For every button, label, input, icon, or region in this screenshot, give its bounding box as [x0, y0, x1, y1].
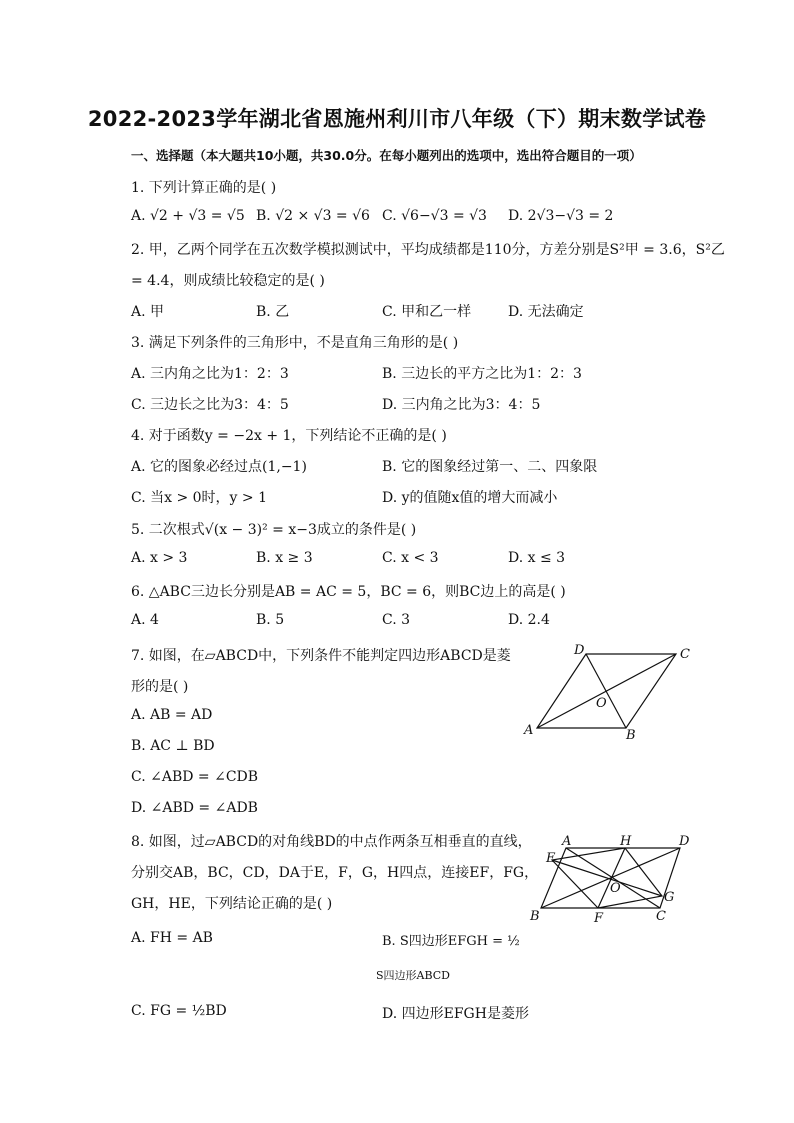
- question-4-option-c: C. 当x > 0时，y > 1: [131, 490, 267, 506]
- fig8-label-o: O: [610, 881, 621, 896]
- page-title: 2022-2023学年湖北省恩施州利川市八年级（下）期末数学试卷: [87, 107, 707, 131]
- question-6-stem: 6. △ABC三边长分别是AB = AC = 5，BC = 6，则BC边上的高是( ): [131, 584, 566, 600]
- question-1-stem: 1. 下列计算正确的是( ): [131, 180, 277, 196]
- fig8-label-e: E: [546, 851, 556, 866]
- question-3-option-b: B. 三边长的平方之比为1：2：3: [382, 366, 582, 382]
- section-header: 一、选择题（本大题共10小题，共30.0分。在每小题列出的选项中，选出符合题目的一项）: [131, 148, 642, 163]
- question-5-option-a: A. x > 3: [131, 550, 188, 566]
- fig8-label-f: F: [594, 911, 604, 926]
- question-8-stem: 8. 如图，过▱ABCD的对角线BD的中点作两条互相垂直的直线，: [131, 834, 532, 850]
- question-6-option-d: D. 2.4: [508, 612, 550, 628]
- question-8-option-c: C. FG = ½BD: [131, 1003, 227, 1019]
- fig8-label-d: D: [679, 834, 690, 849]
- question-7-option-c: C. ∠ABD = ∠CDB: [131, 769, 259, 785]
- fig8-label-a: A: [562, 834, 572, 849]
- question-2-stem-cont: = 4.4，则成绩比较稳定的是( ): [131, 273, 325, 289]
- question-8-stem-cont-2: GH，HE，下列结论正确的是( ): [131, 896, 333, 912]
- question-4-option-d: D. y的值随x值的增大而减小: [382, 490, 558, 506]
- fig8-label-h: H: [620, 834, 632, 849]
- question-3-option-d: D. 三内角之比为3：4：5: [382, 397, 541, 413]
- fig7-label-c: C: [680, 647, 690, 662]
- question-7-stem-cont: 形的是( ): [131, 679, 189, 695]
- question-4-option-a: A. 它的图象必经过点(1,−1): [131, 459, 307, 475]
- question-1-option-b: B. √2 × √3 = √6: [256, 208, 370, 224]
- fig7-label-d: D: [574, 643, 585, 658]
- fig8-label-c: C: [656, 909, 666, 924]
- question-4-option-b: B. 它的图象经过第一、二、四象限: [382, 459, 598, 475]
- question-7-option-a: A. AB = AD: [131, 707, 213, 723]
- question-4-stem: 4. 对于函数y = −2x + 1，下列结论不正确的是( ): [131, 428, 447, 444]
- question-2-stem: 2. 甲，乙两个同学在五次数学模拟测试中，平均成绩都是110分，方差分别是S²甲 = 3.6，S²乙: [131, 242, 725, 258]
- question-1-option-c: C. √6−√3 = √3: [382, 208, 487, 224]
- question-1-option-d: D. 2√3−√3 = 2: [508, 208, 614, 224]
- question-8-option-b-cont: S四边形ABCD: [376, 969, 451, 982]
- question-7-option-b: B. AC ⊥ BD: [131, 738, 215, 754]
- question-5-option-c: C. x < 3: [382, 550, 439, 566]
- fig7-label-o: O: [596, 696, 607, 711]
- question-8-option-a: A. FH = AB: [131, 930, 213, 946]
- fig7-label-b: B: [626, 728, 636, 742]
- fig8-label-b: B: [530, 909, 540, 924]
- fig7-label-a: A: [524, 723, 534, 738]
- question-2-option-b: B. 乙: [256, 304, 290, 320]
- question-8-figure: [526, 830, 698, 926]
- question-7-figure: [518, 640, 700, 742]
- question-5-option-b: B. x ≥ 3: [256, 550, 313, 566]
- question-5-stem: 5. 二次根式√(x − 3)² = x−3成立的条件是( ): [131, 522, 417, 538]
- fig8-label-g: G: [664, 890, 675, 905]
- question-2-option-d: D. 无法确定: [508, 304, 584, 320]
- question-8-option-d: D. 四边形EFGH是菱形: [382, 1006, 529, 1022]
- question-6-option-b: B. 5: [256, 612, 285, 628]
- question-1-option-a: A. √2 + √3 = √5: [131, 208, 245, 224]
- question-3-option-c: C. 三边长之比为3：4：5: [131, 397, 289, 413]
- question-3-option-a: A. 三内角之比为1：2：3: [131, 366, 289, 382]
- question-6-option-c: C. 3: [382, 612, 411, 628]
- question-7-option-d: D. ∠ABD = ∠ADB: [131, 800, 258, 816]
- question-8-option-b: B. S四边形EFGH = ½: [382, 934, 520, 949]
- question-6-option-a: A. 4: [131, 612, 159, 628]
- question-2-option-c: C. 甲和乙一样: [382, 304, 472, 320]
- question-3-stem: 3. 满足下列条件的三角形中，不是直角三角形的是( ): [131, 335, 459, 351]
- question-7-stem: 7. 如图，在▱ABCD中，下列条件不能判定四边形ABCD是菱: [131, 648, 511, 664]
- question-2-option-a: A. 甲: [131, 304, 165, 320]
- question-5-option-d: D. x ≤ 3: [508, 550, 566, 566]
- question-8-stem-cont-1: 分别交AB，BC，CD，DA于E，F，G，H四点，连接EF，FG，: [131, 865, 539, 881]
